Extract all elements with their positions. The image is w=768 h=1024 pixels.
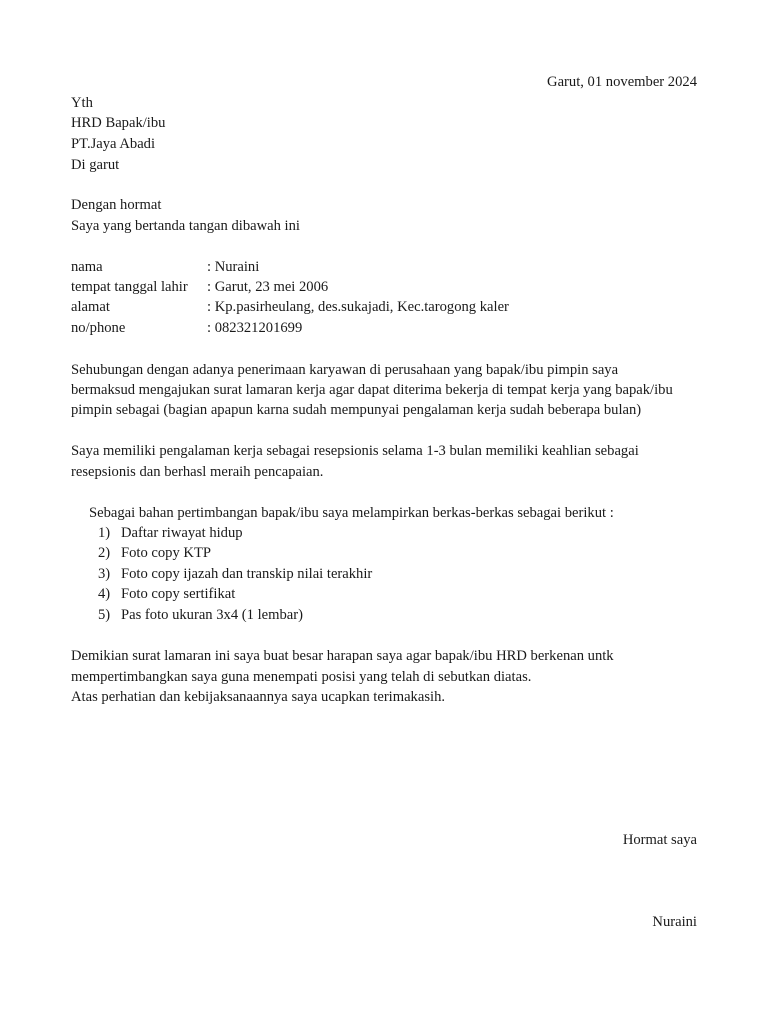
closing-line: Atas perhatian dan kebijaksanaannya saya ucapkan terimakasih.	[71, 689, 446, 705]
closing-line: mempertimbangkan saya guna menempati posisi yang telah di sebutkan diatas.	[71, 669, 532, 685]
intro-line: Saya yang bertanda tangan dibawah ini	[71, 218, 300, 234]
field-label: nama	[71, 259, 103, 275]
field-value: : Kp.pasirheulang, des.sukajadi, Kec.tarogong kaler	[207, 299, 509, 315]
signature-name: Nuraini	[652, 914, 697, 930]
sign-off: Hormat saya	[622, 832, 697, 848]
paragraph-line: resepsionis dan berhasl meraih pencapaian.	[71, 464, 324, 480]
field-value: : Garut, 23 mei 2006	[207, 279, 329, 295]
recipient-line: Di garut	[71, 157, 120, 173]
closing-line: Demikian surat lamaran ini saya buat besar harapan saya agar bapak/ibu HRD berkenan untk	[71, 648, 614, 664]
list-text: Pas foto ukuran 3x4 (1 lembar)	[121, 607, 303, 623]
list-number: 4)	[98, 586, 111, 602]
list-text: Foto copy sertifikat	[121, 586, 236, 602]
greeting: Dengan hormat	[71, 197, 162, 213]
list-number: 2)	[98, 545, 111, 561]
list-text: Foto copy KTP	[121, 545, 211, 561]
paragraph-line: Sehubungan dengan adanya penerimaan karyawan di perusahaan yang bapak/ibu pimpin saya	[71, 362, 619, 378]
attachment-intro: Sebagai bahan pertimbangan bapak/ibu saya melampirkan berkas-berkas sebagai berikut :	[89, 505, 614, 521]
paragraph-line: bermaksud mengajukan surat lamaran kerja agar dapat diterima bekerja di tempat kerja yang bapak/ibu	[71, 382, 673, 398]
paragraph-line: pimpin sebagai (bagian apapun karna sudah mempunyai pengalaman kerja sudah beberapa bulan)	[71, 402, 642, 418]
list-text: Foto copy ijazah dan transkip nilai terakhir	[121, 566, 373, 582]
recipient-line: PT.Jaya Abadi	[71, 136, 156, 152]
field-label: no/phone	[71, 320, 126, 336]
paragraph-line: Saya memiliki pengalaman kerja sebagai resepsionis selama 1-3 bulan memiliki keahlian sebagai	[71, 443, 639, 459]
field-label: alamat	[71, 299, 110, 315]
field-value: : Nuraini	[207, 259, 260, 275]
recipient-line: HRD Bapak/ibu	[71, 115, 166, 131]
date-line: Garut, 01 november 2024	[547, 74, 697, 90]
field-value: : 082321201699	[207, 320, 303, 336]
list-text: Daftar riwayat hidup	[121, 525, 243, 541]
list-number: 5)	[98, 607, 111, 623]
recipient-line: Yth	[71, 95, 93, 111]
list-number: 1)	[98, 525, 111, 541]
list-number: 3)	[98, 566, 111, 582]
field-label: tempat tanggal lahir	[71, 279, 188, 295]
